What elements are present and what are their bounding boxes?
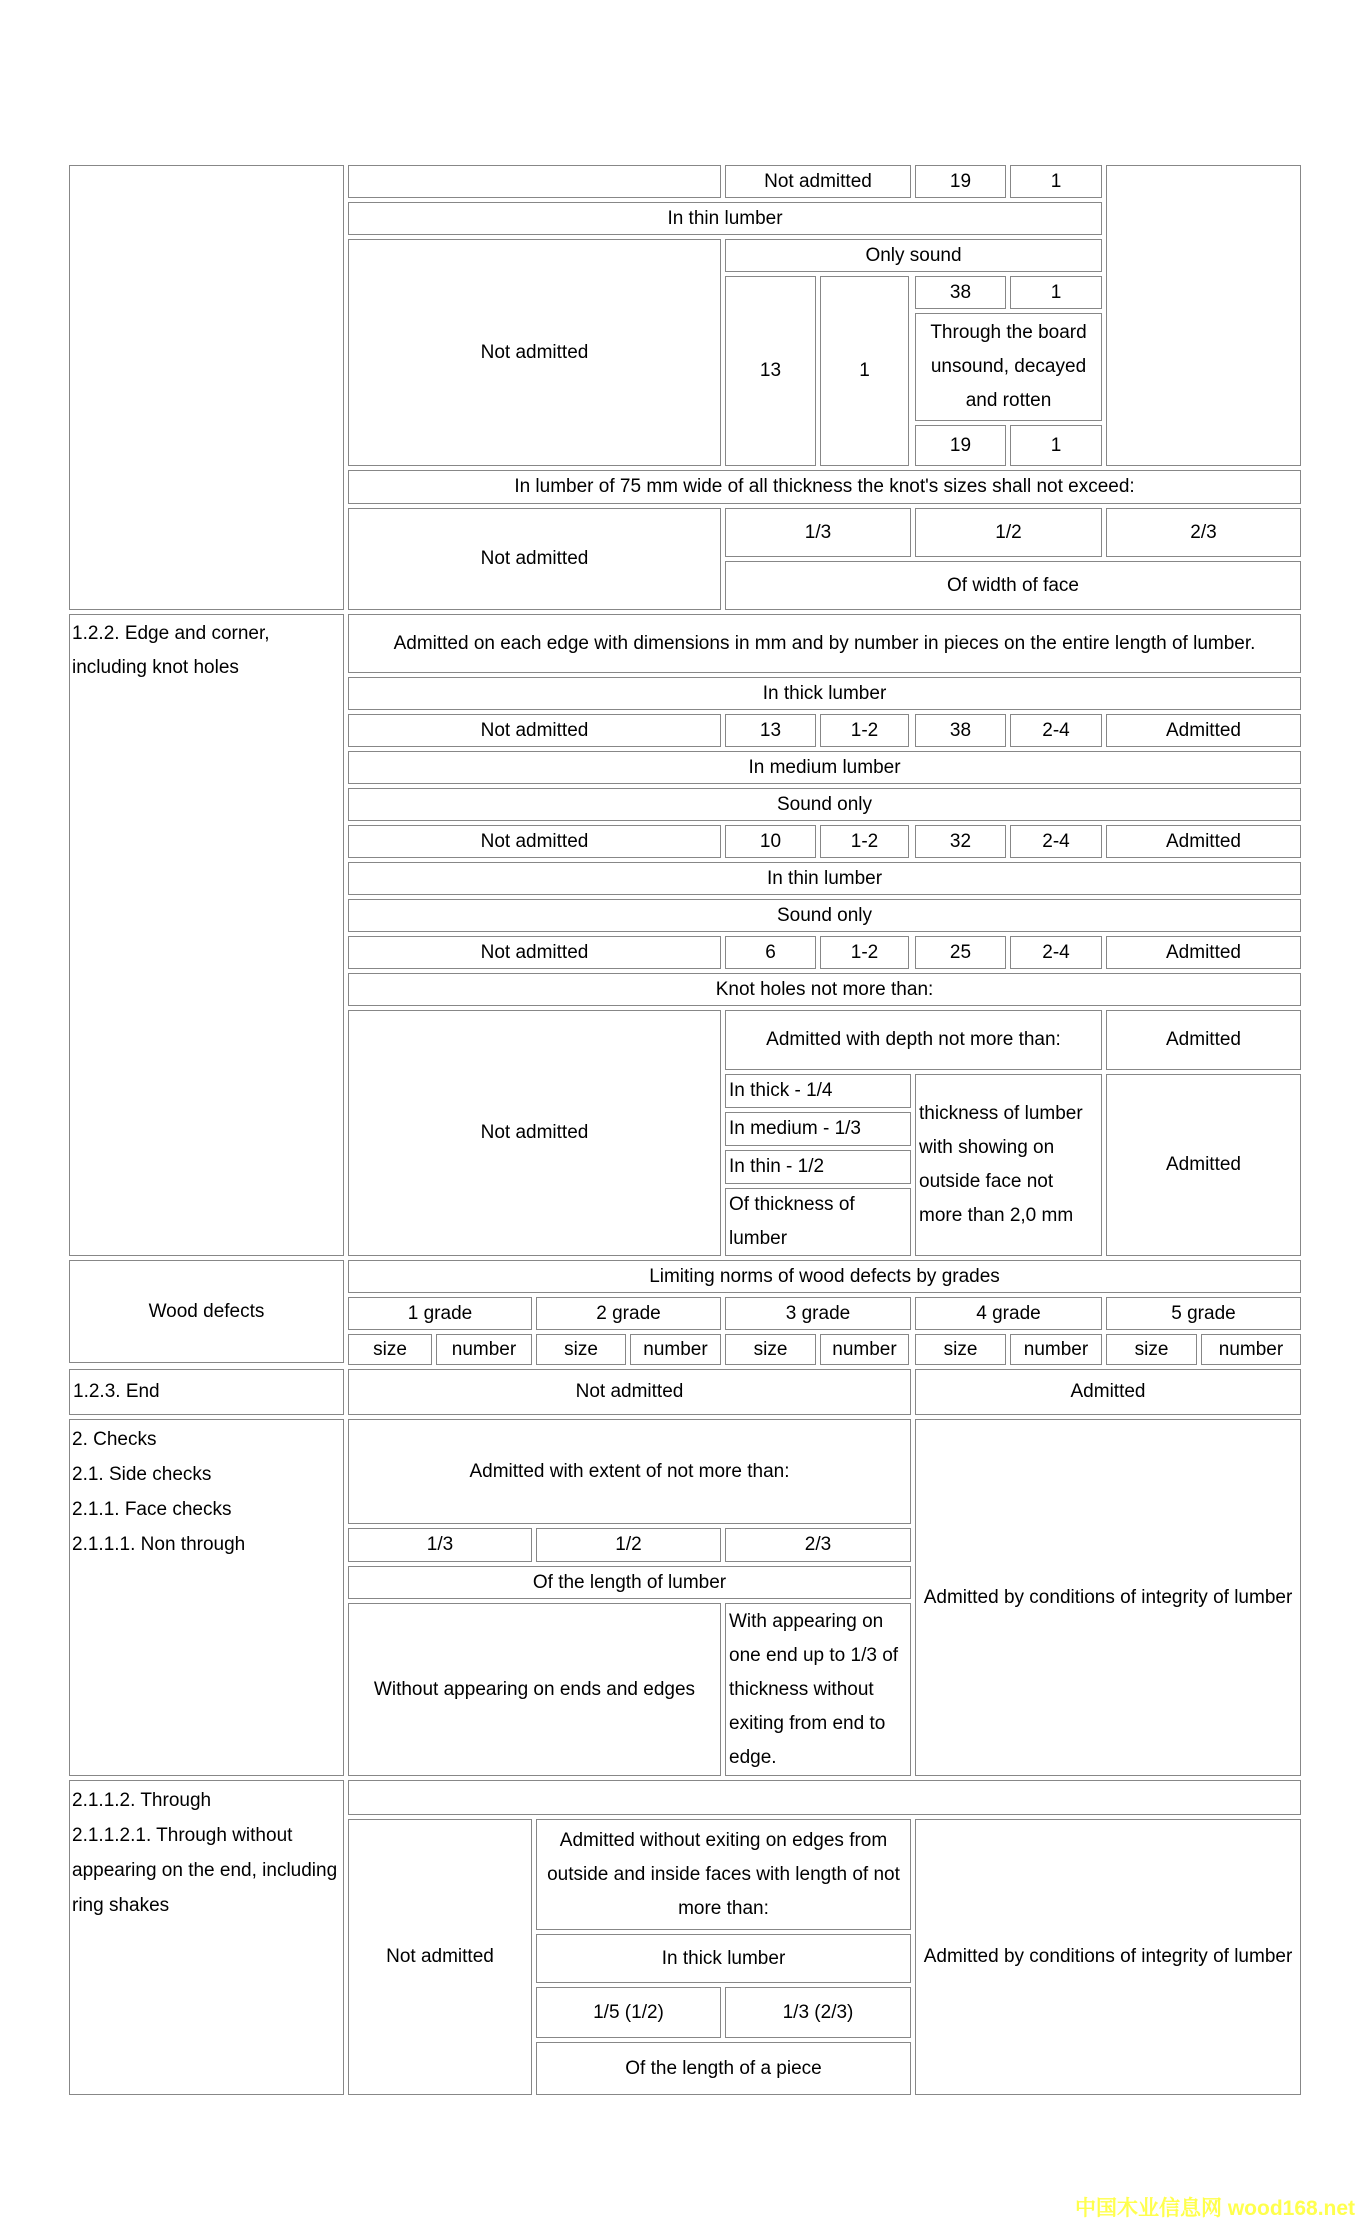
holes-of-thickness: Of thickness of lumber — [725, 1188, 911, 1256]
checks-integrity-note: Admitted by conditions of integrity of lumber — [915, 1419, 1301, 1776]
grade-4-number-header: number — [1010, 1334, 1102, 1365]
knots-g4-number-2: 1 — [1010, 425, 1102, 466]
grade-3-number-header: number — [820, 1334, 909, 1365]
edge-thin-g4-size: 25 — [915, 936, 1006, 969]
label-through-line-2: 2.1.1.2.1. Through without appearing on the end, including ring shakes — [72, 1825, 338, 1916]
grade-2-header: 2 grade — [536, 1297, 721, 1330]
edge-thin-g3-number: 1-2 — [820, 936, 909, 969]
edge-thick-g4-number: 2-4 — [1010, 714, 1102, 747]
checks-with-appearing: With appearing on one end up to 1/3 of thickness without exiting from end to edge. — [725, 1603, 911, 1776]
edge-thick-g4-size: 38 — [915, 714, 1006, 747]
label-through — [69, 1780, 344, 2095]
edge-medium-g4-number: 2-4 — [1010, 825, 1102, 858]
checks-without-appearing: Without appearing on ends and edges — [348, 1603, 721, 1776]
holes-thick-value: In thick - 1/4 — [725, 1074, 911, 1108]
knots-g3-size: 13 — [725, 276, 816, 466]
grade-5-size-header: size — [1106, 1334, 1197, 1365]
knots-frac-g3: 1/3 — [725, 508, 911, 557]
knots-row1-g4-size: 19 — [915, 165, 1006, 198]
grade-1-size-header: size — [348, 1334, 432, 1365]
holes-depth-header: Admitted with depth not more than: — [725, 1010, 1102, 1070]
edge-intro — [348, 614, 1301, 673]
grade-2-size-header: size — [536, 1334, 626, 1365]
through-integrity-note: Admitted by conditions of integrity of lumber — [915, 1819, 1301, 2095]
edge-thin-na: Not admitted — [348, 936, 721, 969]
grade-4-header: 4 grade — [915, 1297, 1102, 1330]
grade-2-number-header: number — [630, 1334, 721, 1365]
knots-75mm-note: In lumber of 75 mm wide of all thickness the knot's sizes shall not exceed: — [348, 470, 1301, 504]
knots-only-sound-header: Only sound — [725, 239, 1102, 272]
knots-frac-g4: 1/2 — [915, 508, 1102, 557]
edge-thick-g5-admitted: Admitted — [1106, 714, 1301, 747]
edge-medium-g3-size: 10 — [725, 825, 816, 858]
checks-of-length: Of the length of lumber — [348, 1566, 911, 1599]
grade-1-header: 1 grade — [348, 1297, 532, 1330]
knot-holes-header: Knot holes not more than: — [348, 973, 1301, 1006]
through-intro: Admitted without exiting on edges from outside and inside faces with length of not more than: — [536, 1819, 911, 1930]
holes-admitted-top: Admitted — [1106, 1010, 1301, 1070]
edge-thin-sound-header: Sound only — [348, 899, 1301, 932]
edge-thick-header: In thick lumber — [348, 677, 1301, 710]
grade-3-header: 3 grade — [725, 1297, 911, 1330]
label-checks — [69, 1419, 344, 1776]
label-blank-cell — [69, 165, 344, 610]
edge-medium-g4-size: 32 — [915, 825, 1006, 858]
knots-frac-g5: 2/3 — [1106, 508, 1301, 557]
knots-row1-not-admitted: Not admitted — [725, 165, 911, 198]
through-thin-value: 1/3 (2/3) — [725, 1987, 911, 2038]
through-of-length: Of the length of a piece — [536, 2042, 911, 2095]
knots-row1-g4-number: 1 — [1010, 165, 1102, 198]
label-through-line-1: 2.1.1.2. Through — [72, 1790, 212, 1811]
edge-thin-g4-number: 2-4 — [1010, 936, 1102, 969]
edge-medium-g3-number: 1-2 — [820, 825, 909, 858]
label-end: 1.2.3. End — [69, 1369, 344, 1415]
holes-admitted-bottom: Admitted — [1106, 1074, 1301, 1256]
edge-thick-g3-number: 1-2 — [820, 714, 909, 747]
edge-thin-g3-size: 6 — [725, 936, 816, 969]
edge-intro-text: Admitted on each edge with dimensions in mm and by number in pieces on the entire length of lumber. — [393, 632, 1256, 654]
knots-g4-number: 1 — [1010, 276, 1102, 309]
grade-4-size-header: size — [915, 1334, 1006, 1365]
wood-defects-label: Wood defects — [69, 1260, 344, 1363]
grade-3-size-header: size — [725, 1334, 816, 1365]
checks-frac-g3: 2/3 — [725, 1528, 911, 1562]
watermark-text: 中国木业信息网 wood168.net — [1075, 2197, 1355, 2220]
edge-medium-sound-header: Sound only — [348, 788, 1301, 821]
holes-thin-value: In thin - 1/2 — [725, 1150, 911, 1184]
holes-thickness-note: thickness of lumber with showing on outside face not more than 2,0 mm — [915, 1074, 1102, 1256]
knots-row1-blank-cell — [348, 165, 721, 198]
holes-not-admitted: Not admitted — [348, 1010, 721, 1256]
checks-frac-g1: 1/3 — [348, 1528, 532, 1562]
through-thick-value: 1/5 (1/2) — [536, 1987, 721, 2038]
knots-g4-size: 38 — [915, 276, 1006, 309]
checks-frac-g2: 1/2 — [536, 1528, 721, 1562]
knots-g4-size-2: 19 — [915, 425, 1006, 466]
label-checks-line-4: 2.1.1.1. Non through — [72, 1534, 246, 1555]
through-not-admitted: Not admitted — [348, 1819, 532, 2095]
through-thick-header: In thick lumber — [536, 1934, 911, 1983]
edge-thick-g3-size: 13 — [725, 714, 816, 747]
label-edge-corner: 1.2.2. Edge and corner, including knot holes — [69, 614, 344, 1256]
end-admitted: Admitted — [915, 1369, 1301, 1415]
knots-not-admitted-tall: Not admitted — [348, 239, 721, 466]
checks-extent-header: Admitted with extent of not more than: — [348, 1419, 911, 1524]
knots-g5-blank-cell — [1106, 165, 1301, 466]
knots-through-board-note: Through the board unsound, decayed and rotten — [915, 313, 1102, 421]
holes-medium-value: In medium - 1/3 — [725, 1112, 911, 1146]
knots-thin-lumber-header: In thin lumber — [348, 202, 1102, 235]
grade-5-number-header: number — [1201, 1334, 1301, 1365]
edge-medium-na: Not admitted — [348, 825, 721, 858]
limiting-norms-title: Limiting norms of wood defects by grades — [348, 1260, 1301, 1293]
knots-not-admitted-2: Not admitted — [348, 508, 721, 610]
edge-thin-g5-admitted: Admitted — [1106, 936, 1301, 969]
end-not-admitted: Not admitted — [348, 1369, 911, 1415]
label-checks-line-2: 2.1. Side checks — [72, 1464, 212, 1485]
grade-5-header: 5 grade — [1106, 1297, 1301, 1330]
label-checks-line-1: 2. Checks — [72, 1429, 157, 1450]
grade-1-number-header: number — [436, 1334, 532, 1365]
edge-thick-na: Not admitted — [348, 714, 721, 747]
edge-medium-header: In medium lumber — [348, 751, 1301, 784]
knots-of-width-of-face: Of width of face — [725, 561, 1301, 610]
label-checks-line-3: 2.1.1. Face checks — [72, 1499, 232, 1520]
edge-thin-header: In thin lumber — [348, 862, 1301, 895]
through-blank-row — [348, 1780, 1301, 1815]
knots-g3-number: 1 — [820, 276, 909, 466]
edge-medium-g5-admitted: Admitted — [1106, 825, 1301, 858]
